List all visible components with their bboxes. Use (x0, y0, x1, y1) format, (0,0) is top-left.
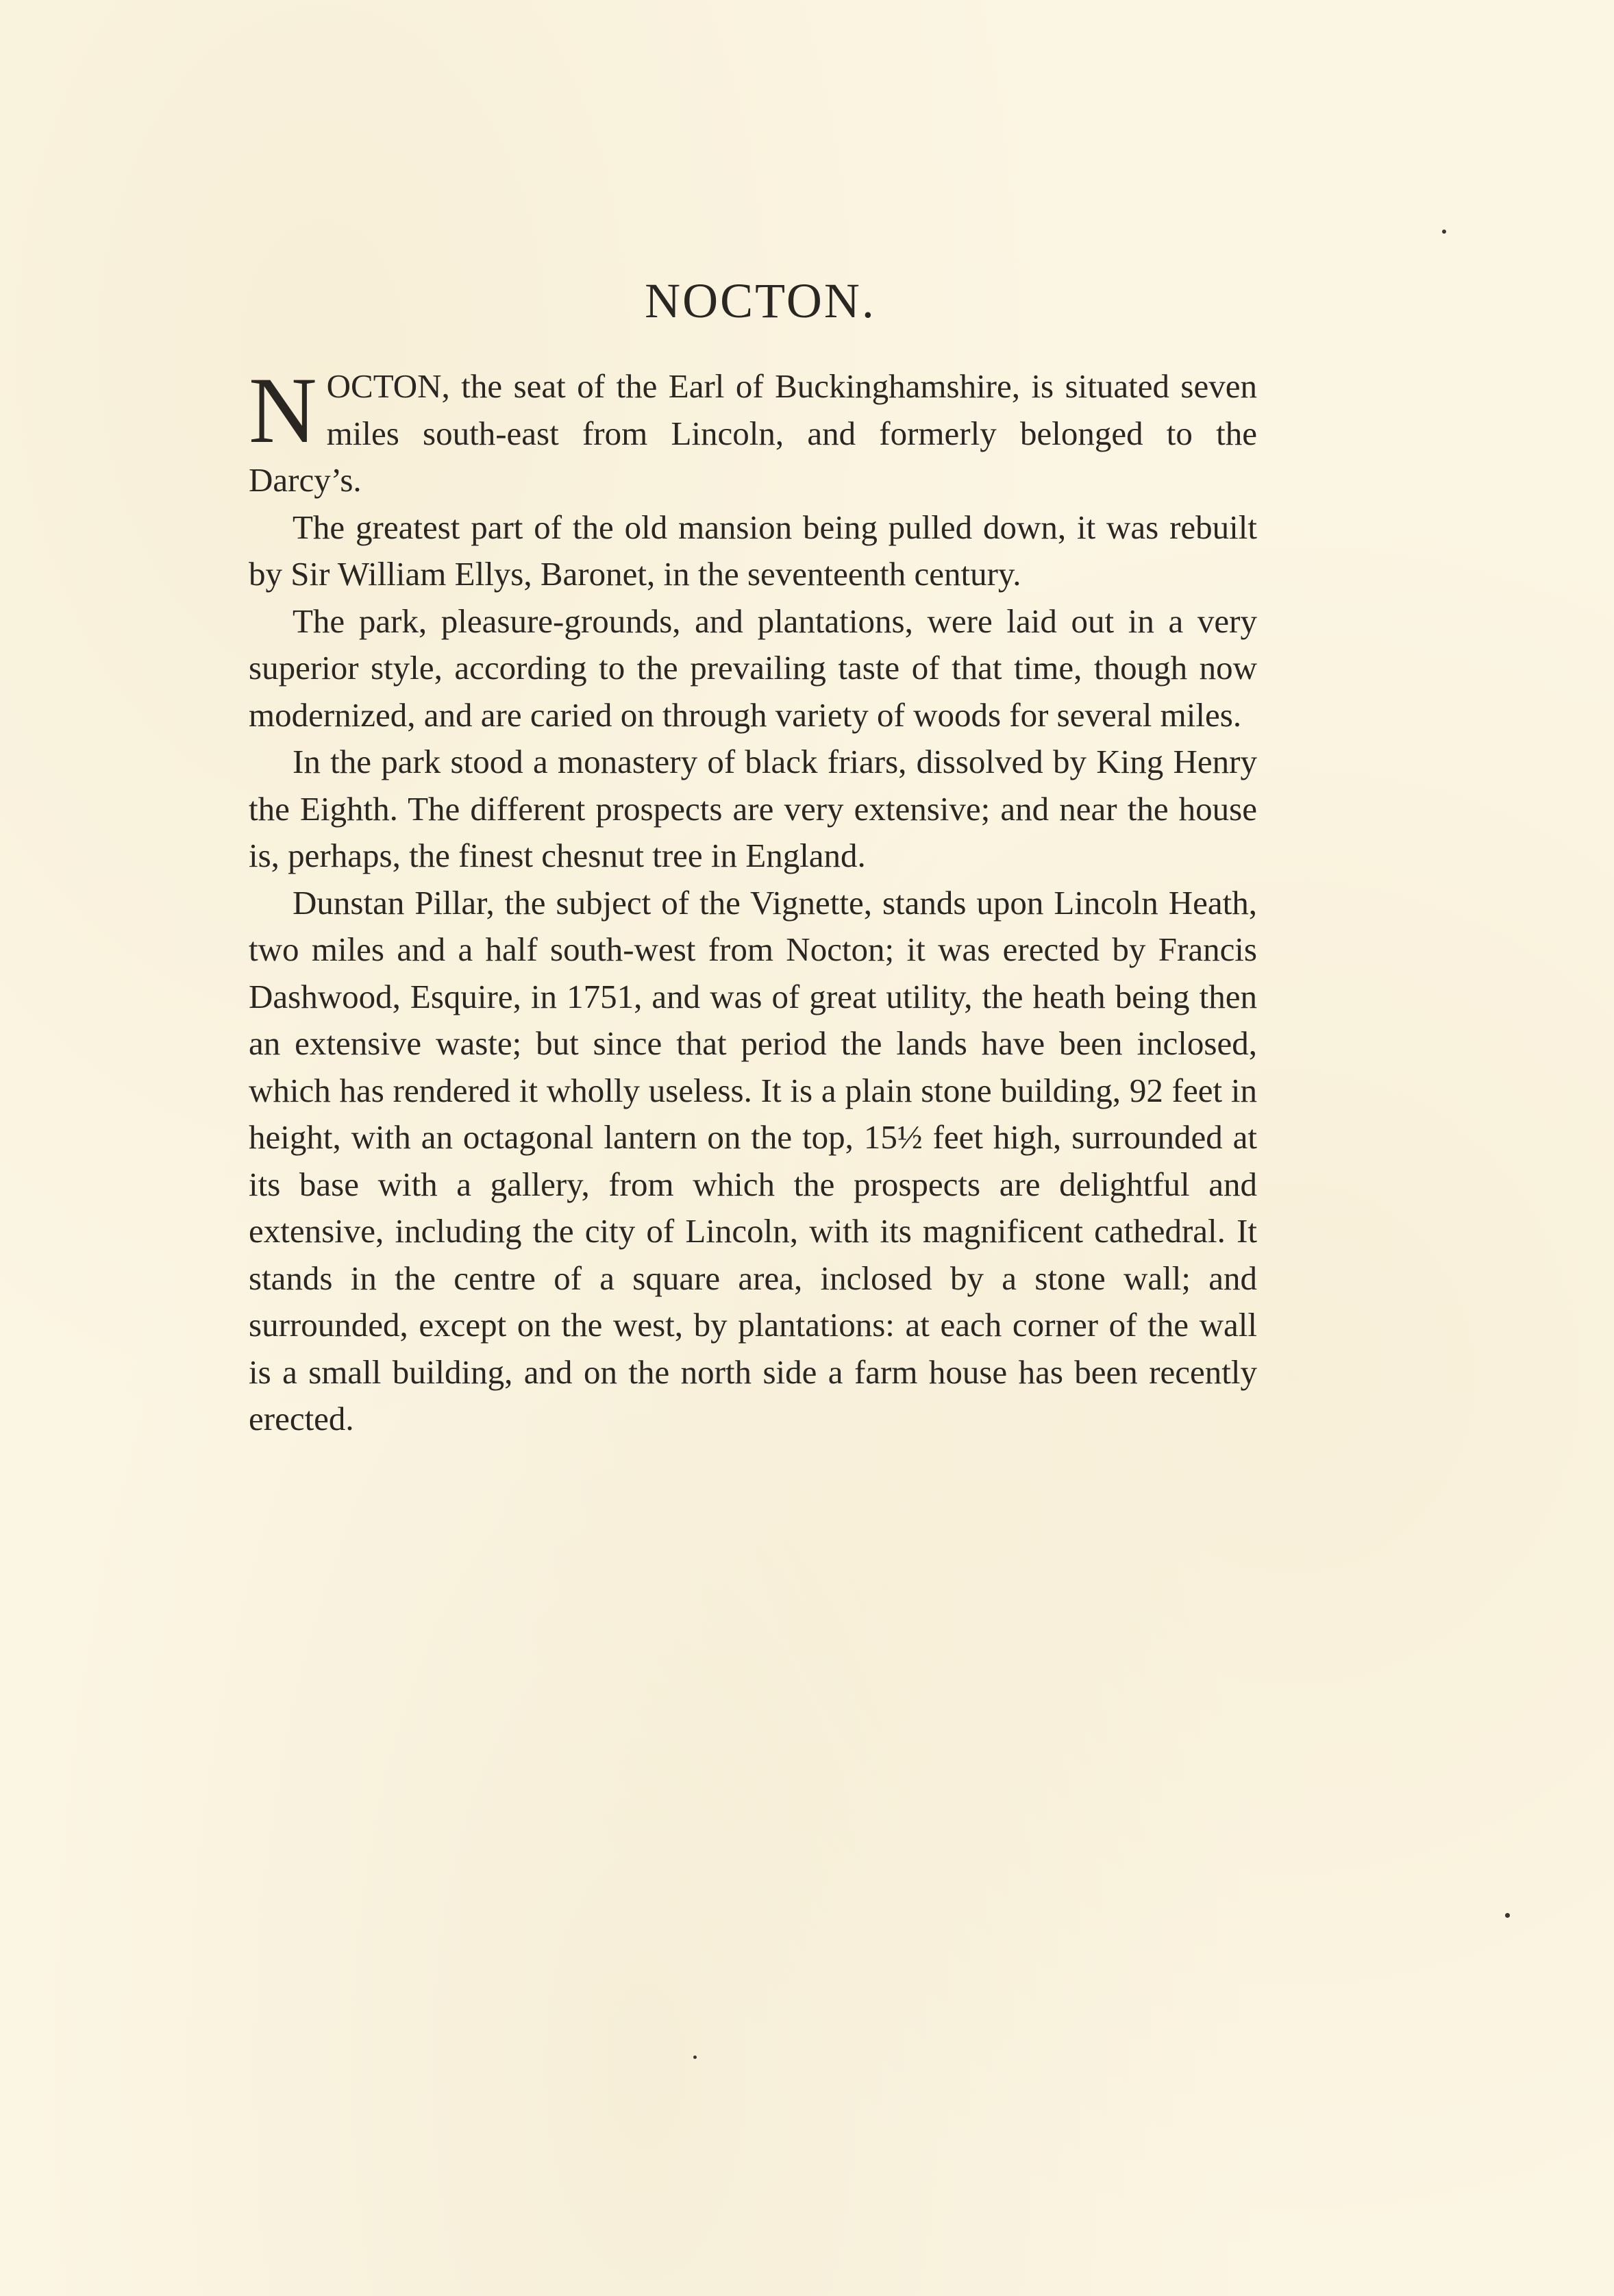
paragraph-5: Dunstan Pillar, the subject of the Vignette, stands upon Lincoln Heath, two miles and a half south-west from Nocton; it was erected by Francis Dashwood, Esquire, in 1751, and was of great utility, the heath being then an extensive waste; but since that period the lands have been inclosed, which has rendered it wholly useless. It is a plain stone building, 92 feet in height, with an octagonal lantern on the top, 15½ feet high, surrounded at its base with a gallery, from which the prospects are delightful and extensive, including the city of Lincoln, with its magnificent cathedral. It stands in the centre of a square area, inclosed by a stone wall; and surrounded, except on the west, by plantations: at each corner of the wall is a small building, and on the north side a farm house has been recently erected. (249, 883, 1257, 1437)
paragraph-1 (249, 358, 1257, 504)
ink-speck (693, 2056, 697, 2059)
page-title: NOCTON. (645, 273, 876, 328)
ink-speck (1505, 1913, 1510, 1918)
drop-cap: N (249, 358, 317, 462)
ink-speck (1442, 230, 1446, 234)
paragraph-1-text: OCTON, the seat of the Earl of Buckinghamshire, is situated seven miles south-east from Lincoln, and formerly belonged to the Darcy’s. (249, 367, 1257, 499)
paragraph-2: The greatest part of the old mansion being pulled down, it was rebuilt by Sir William Ellys, Baronet, in the seventeenth century. (249, 508, 1257, 593)
article-body (249, 358, 1257, 1443)
paragraph-4: In the park stood a monastery of black friars, dissolved by King Henry the Eighth. The different prospects are very extensive; and near the house is, perhaps, the finest chesnut tree in England. (249, 743, 1257, 874)
paragraph-3: The park, pleasure-grounds, and plantations, were laid out in a very superior style, according to the prevailing taste of that time, though now modernized, and are caried on through variety of woods for several miles. (249, 602, 1257, 734)
